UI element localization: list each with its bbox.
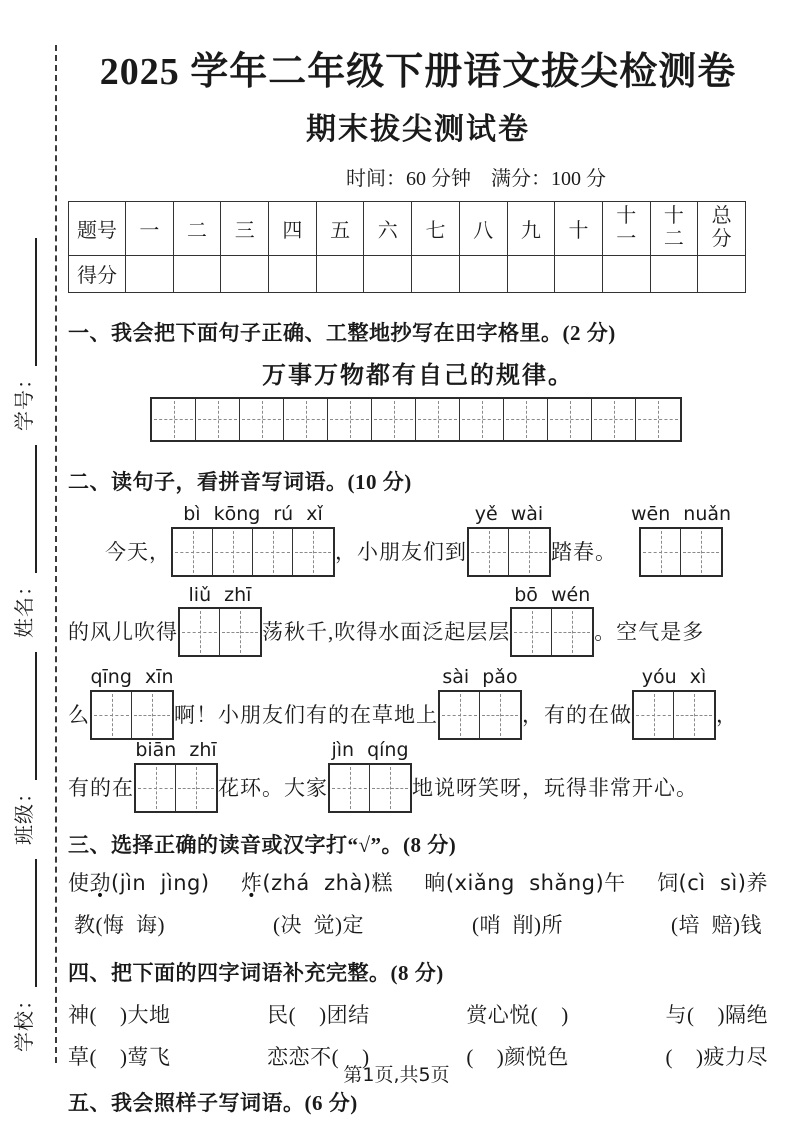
tianzige-cell[interactable] <box>634 692 674 738</box>
pinyin-label: biān zhī <box>135 739 217 762</box>
line2-text: 的风儿吹得 <box>68 620 178 645</box>
pinyin-line-3 <box>68 667 768 740</box>
score-table <box>68 201 746 293</box>
col-11-label: 十一 <box>616 205 637 251</box>
col-4: 四 <box>269 201 317 255</box>
col-1: 一 <box>126 201 174 255</box>
score-cell[interactable] <box>412 255 460 292</box>
pinyin-box-group <box>632 667 716 740</box>
pinyin-label: yě wài <box>474 502 544 525</box>
tianzige-cell[interactable] <box>180 609 220 655</box>
idiom-item[interactable]: 神( )大地 <box>68 1003 171 1028</box>
name-label: 姓名： <box>14 575 36 638</box>
pinyin-box-group <box>134 740 218 813</box>
score-cell[interactable] <box>650 255 698 292</box>
tianzige-cell[interactable] <box>213 529 253 575</box>
section1-heading: 一、我会把下面句子正确、工整地抄写在田字格里。(2 分) <box>68 320 616 345</box>
col-8: 八 <box>459 201 507 255</box>
answer-boxes[interactable] <box>639 527 723 577</box>
name-blank-line[interactable] <box>13 445 37 573</box>
choice-options: 晌(xiǎng shǎng)午 <box>424 871 626 896</box>
tianzige-cell[interactable] <box>509 529 549 575</box>
col-10: 十 <box>555 201 603 255</box>
score-cell[interactable] <box>555 255 603 292</box>
pinyin-box-group <box>178 585 262 658</box>
time-score-info: 时间：60 分钟 满分：100 分 <box>346 167 606 190</box>
col-7: 七 <box>412 201 460 255</box>
pinyin-label: wēn nuǎn <box>631 502 732 525</box>
choice-text: 使 <box>68 871 90 896</box>
pinyin-label: bō wén <box>514 583 591 606</box>
tianzige-cell[interactable] <box>330 765 370 811</box>
tianzige-cell[interactable] <box>284 399 328 440</box>
tianzige-cell[interactable] <box>674 692 714 738</box>
school-blank-line[interactable] <box>13 859 37 987</box>
answer-boxes[interactable] <box>632 690 716 740</box>
class-blank-line[interactable] <box>13 652 37 780</box>
tianzige-cell[interactable] <box>641 529 681 575</box>
choice-item[interactable]: (决 觉)定 <box>273 913 364 938</box>
col-11 <box>602 201 650 255</box>
score-cell[interactable] <box>126 255 174 292</box>
student-number-field <box>8 238 37 431</box>
pinyin-box-group <box>631 504 731 577</box>
section5-heading: 五、我会照样子写词语。(6 分) <box>68 1091 358 1116</box>
choice-item[interactable] <box>424 867 625 897</box>
score-cell[interactable] <box>602 255 650 292</box>
line4-text: 地说呀笑呀，玩得非常开心。 <box>412 776 698 801</box>
pinyin-box-group <box>328 740 412 813</box>
tianzige-cell[interactable] <box>469 529 509 575</box>
score-cell[interactable] <box>173 255 221 292</box>
class-label: 班级： <box>14 782 36 845</box>
choice-options: (zhá zhà)糕 <box>262 871 394 896</box>
pinyin-box-group <box>90 667 174 740</box>
pinyin-label: bì kōng rú xǐ <box>183 502 323 525</box>
page-number: 第1页,共5页 <box>343 1064 450 1086</box>
tianzige-cell[interactable] <box>372 399 416 440</box>
name-field <box>8 445 37 638</box>
answer-boxes[interactable] <box>90 690 174 740</box>
line4-text: 有的在 <box>68 776 134 801</box>
choice-item[interactable]: 教(悔 诲) <box>74 913 165 938</box>
tianzige-cell[interactable] <box>370 765 410 811</box>
school-label: 学校： <box>14 989 36 1052</box>
tianzige-cell[interactable] <box>548 399 592 440</box>
col-12-label: 十二 <box>663 205 684 251</box>
tianzige-cell[interactable] <box>92 692 132 738</box>
col-6: 六 <box>364 201 412 255</box>
score-table-header-row <box>69 201 746 255</box>
pinyin-label: qīng xīn <box>90 666 174 689</box>
line3-text: 么 <box>68 703 90 728</box>
idiom-item[interactable]: ( )颜悦色 <box>466 1045 569 1070</box>
pinyin-box-group <box>467 504 551 577</box>
line1-text: 今天， <box>105 539 171 564</box>
section3-heading: 三、选择正确的读音或汉字打“√”。(8 分) <box>68 833 457 858</box>
score-cell[interactable] <box>221 255 269 292</box>
paper-subtitle: 期末拔尖测试卷 <box>306 112 530 146</box>
choice-options: (jìn jìng) <box>111 871 210 896</box>
tianzige-cell[interactable] <box>293 529 333 575</box>
answer-boxes[interactable] <box>134 763 218 813</box>
pinyin-box-group <box>438 667 522 740</box>
school-field <box>8 859 37 1052</box>
student-number-label: 学号： <box>14 368 36 431</box>
line2-text: 荡秋千,吹得水面泛起层层 <box>262 620 511 645</box>
tianzige-cell[interactable] <box>152 399 196 440</box>
tianzige-cell[interactable] <box>136 765 176 811</box>
col-total <box>698 201 746 255</box>
section2-heading: 二、读句子，看拼音写词语。(10 分) <box>68 469 412 494</box>
tianzige-cell[interactable] <box>328 399 372 440</box>
choice-options: 饲(cì sì)养 <box>657 871 768 896</box>
tianzige-cell[interactable] <box>132 692 172 738</box>
student-number-blank-line[interactable] <box>13 238 37 366</box>
answer-boxes[interactable] <box>467 527 551 577</box>
pinyin-line-2 <box>68 585 768 658</box>
score-label: 得分 <box>69 255 126 292</box>
copy-writing-grid[interactable] <box>150 397 682 442</box>
sentence-to-copy: 万事万物都有自己的规律。 <box>262 362 574 389</box>
paper-title: 2025 学年二年级下册语文拔尖检测卷 <box>99 51 737 93</box>
score-cell[interactable] <box>507 255 555 292</box>
tianzige-cell[interactable] <box>173 529 213 575</box>
pinyin-line-1 <box>68 504 768 577</box>
tianzige-cell[interactable] <box>636 399 680 440</box>
idiom-item[interactable]: 民( )团结 <box>267 1003 370 1028</box>
pinyin-label: yóu xì <box>641 666 707 689</box>
tianzige-cell[interactable] <box>681 529 721 575</box>
main-content <box>68 0 768 1117</box>
idiom-item[interactable]: 赏心悦( ) <box>466 1003 569 1028</box>
choice-item[interactable]: (培 赔)钱 <box>671 913 762 938</box>
answer-boxes[interactable] <box>510 607 594 657</box>
col-5: 五 <box>316 201 364 255</box>
score-table-score-row <box>69 255 746 292</box>
idiom-item[interactable]: ( )疲力尽 <box>665 1045 768 1070</box>
tianzige-cell[interactable] <box>504 399 548 440</box>
pinyin-label: jìn qíng <box>331 739 409 762</box>
tianzige-cell[interactable] <box>592 399 636 440</box>
tianzige-cell[interactable] <box>552 609 592 655</box>
line1-text: ，小朋友们到 <box>335 539 467 564</box>
pinyin-box-group <box>171 504 335 577</box>
tianzige-cell[interactable] <box>253 529 293 575</box>
score-cell[interactable] <box>364 255 412 292</box>
idiom-row-1 <box>68 999 768 1029</box>
idiom-item[interactable]: 草( )莺飞 <box>68 1045 171 1070</box>
pinyin-label: sài pǎo <box>442 666 518 689</box>
answer-boxes[interactable] <box>171 527 335 577</box>
idiom-item[interactable]: 恋恋不( ) <box>267 1045 370 1070</box>
emphasized-char: 劲 <box>89 871 111 896</box>
col-12 <box>650 201 698 255</box>
col-9: 九 <box>507 201 555 255</box>
score-cell[interactable] <box>698 255 746 292</box>
tianzige-cell[interactable] <box>460 399 504 440</box>
choice-row-2 <box>68 909 768 939</box>
score-cell[interactable] <box>269 255 317 292</box>
choice-row-1 <box>68 867 768 897</box>
tianzige-cell[interactable] <box>220 609 260 655</box>
emphasized-char: 炸 <box>240 871 263 896</box>
total-score-label: 总分 <box>711 205 732 251</box>
line3-text: ，有的在做 <box>522 703 632 728</box>
seal-dashed-line <box>55 45 57 1063</box>
line3-text: 啊！小朋友们有的在草地上 <box>174 703 438 728</box>
choice-item[interactable] <box>68 867 210 897</box>
tianzige-cell[interactable] <box>240 399 284 440</box>
line4-text: 花环。大家 <box>218 776 328 801</box>
answer-boxes[interactable] <box>438 690 522 740</box>
col-3: 三 <box>221 201 269 255</box>
tianzige-cell[interactable] <box>416 399 460 440</box>
choice-item[interactable] <box>657 867 768 897</box>
answer-boxes[interactable] <box>178 607 262 657</box>
idiom-item[interactable]: 与( )隔绝 <box>665 1003 768 1028</box>
tianzige-cell[interactable] <box>512 609 552 655</box>
tianzige-cell[interactable] <box>196 399 240 440</box>
question-number-label: 题号 <box>69 201 126 255</box>
tianzige-cell[interactable] <box>440 692 480 738</box>
class-field <box>8 652 37 845</box>
section4-heading: 四、把下面的四字词语补充完整。(8 分) <box>68 961 444 986</box>
pinyin-label: liǔ zhī <box>188 583 252 606</box>
pinyin-box-group <box>510 585 594 658</box>
tianzige-cell[interactable] <box>480 692 520 738</box>
col-2: 二 <box>173 201 221 255</box>
tianzige-cell[interactable] <box>176 765 216 811</box>
line3-text: ， <box>716 703 738 728</box>
choice-item[interactable]: (哨 削)所 <box>472 913 563 938</box>
line1-text: 踏春。 <box>551 539 617 564</box>
score-cell[interactable] <box>316 255 364 292</box>
score-cell[interactable] <box>459 255 507 292</box>
student-info-strip <box>8 150 37 1052</box>
pinyin-line-4 <box>68 740 768 813</box>
answer-boxes[interactable] <box>328 763 412 813</box>
choice-item[interactable] <box>241 867 393 897</box>
line2-text: 。空气是多 <box>594 620 705 645</box>
